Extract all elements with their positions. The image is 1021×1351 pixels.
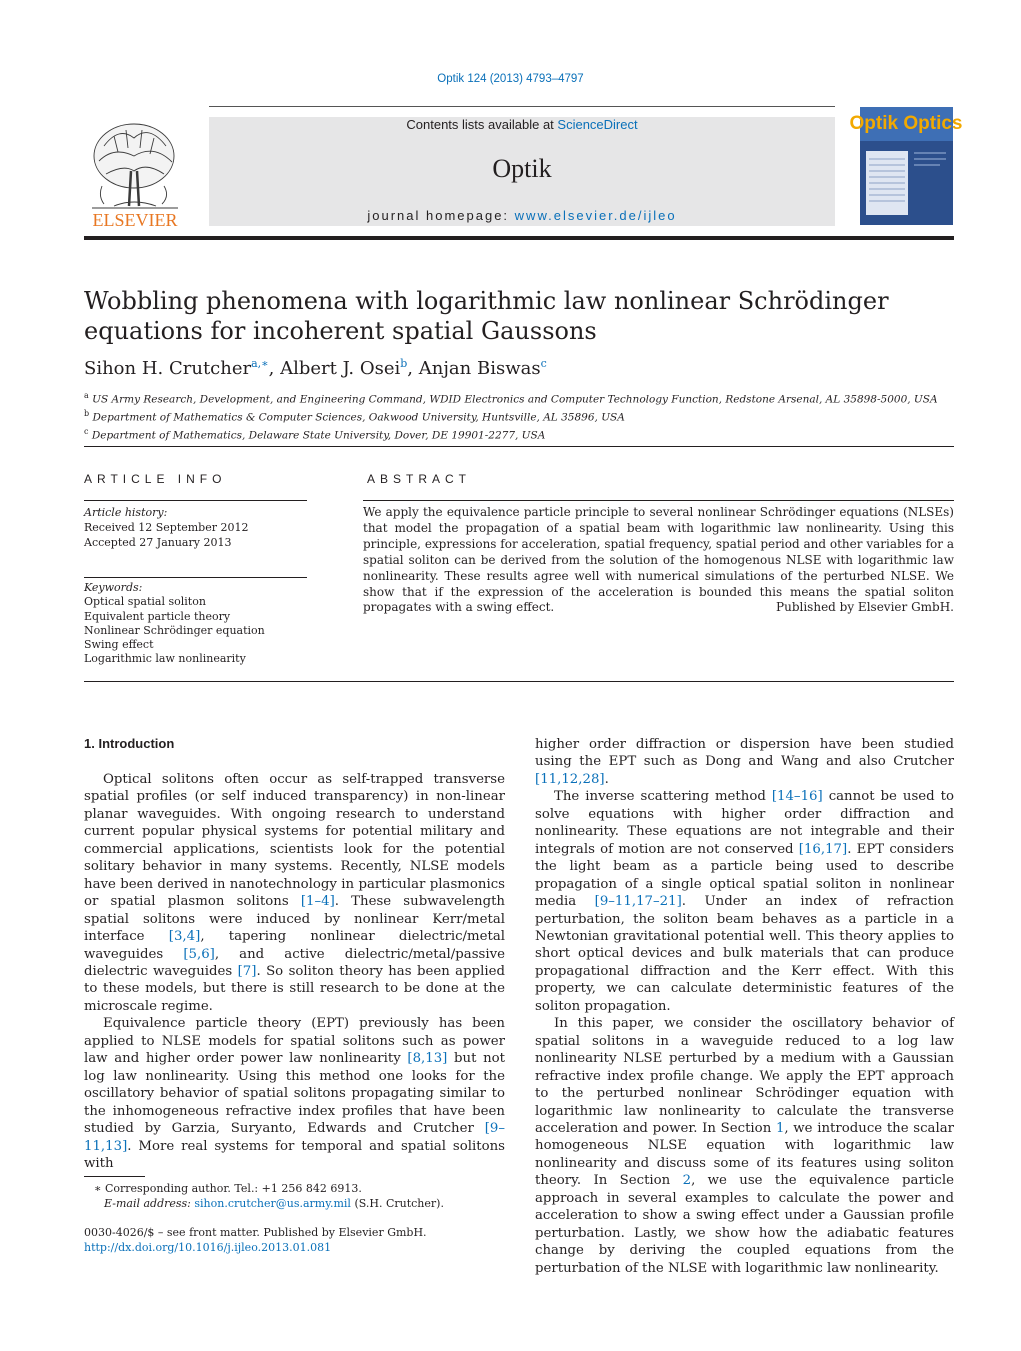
- author-affiliation-link[interactable]: c: [540, 357, 547, 370]
- journal-name: Optik: [492, 154, 552, 183]
- received-date: Received 12 September 2012: [84, 521, 249, 534]
- paragraph: The inverse scattering method [14–16] cannot be used to solve equations with higher order diffraction and nonlinearity. These equations are not integrable and their integrals of motion are not conserved [16,17]. EPT considers the light beam as a particle being used to describe propagation of a single optical spatial soliton in nonlinear media [9–11,17–21]. Under an index of refraction perturbation, the soliton beam behaves as a particle in a Newtonian gravitational potential well. This theory applies to short optical devices and bulk materials that can produce propagational diffraction and the Kerr effect. With this property, we can calculate deterministic features of the soliton propagation.: [535, 789, 954, 1014]
- paragraph: Optical solitons often occur as self-trapped transverse spatial profiles (or self induced transparency) in non-linear planar waveguides. With ongoing research to understand current popular physical systems for potential military and commercial applications, scientists look for the potential solitary behavior in many systems. Recently, NLSE models have been derived in nanotechnology in particular plasmonics or spatial plasmon solitons [1–4]. These subwavelength spatial solitons were induced by nonlinear Kerr/metal interface [3,4], tapering nonlinear dielectric/metal waveguides [5,6], and active dielectric/metal/passive dielectric waveguides [7]. So soliton theory has been applied to these models, but there is still research to be done at the microscale regime.: [84, 772, 506, 1014]
- divider: [363, 500, 954, 501]
- divider: [84, 500, 307, 501]
- email-line: E-mail address: sihon.crutcher@us.army.mil (S.H. Crutcher).: [104, 1197, 444, 1210]
- divider: [84, 577, 307, 578]
- footnote: [84, 1181, 505, 1211]
- reference-link[interactable]: [8,13]: [407, 1051, 448, 1067]
- journal-homepage-line: [209, 208, 835, 223]
- section-heading: 1. Introduction: [84, 736, 175, 751]
- elsevier-wordmark: ELSEVIER: [92, 210, 178, 230]
- journal-cover-icon: [849, 107, 963, 225]
- divider: [84, 446, 954, 447]
- contents-available-line: [209, 117, 835, 132]
- keywords-block: [84, 581, 307, 667]
- author-affiliation-link[interactable]: b: [400, 357, 408, 370]
- body-column-left: [84, 771, 505, 1172]
- front-matter: [84, 1225, 505, 1255]
- elsevier-tree-icon: [84, 116, 186, 229]
- keyword: Optical spatial soliton: [84, 595, 206, 609]
- reference-link[interactable]: [14–16]: [771, 789, 823, 805]
- cover-title: Optik Optics: [849, 113, 963, 134]
- reference-link[interactable]: [5,6]: [183, 946, 215, 962]
- doi-link[interactable]: http://dx.doi.org/10.1016/j.ijleo.2013.01.081: [84, 1241, 332, 1254]
- affiliation: $^c$ Department of Mathematics, Delaware State University, Dover, DE 19901-2277, USA: [84, 427, 546, 442]
- article-history: [84, 505, 307, 550]
- author-name: Sihon H. Crutcher: [84, 358, 252, 379]
- elsevier-logo[interactable]: [84, 116, 186, 229]
- author-list: Sihon H. Crutcher$^{a,∗}$, Albert J. Osei$^b$, Anjan Biswas$^c$: [84, 357, 547, 379]
- divider: [84, 681, 954, 682]
- section-link[interactable]: 1: [775, 1120, 785, 1136]
- header-thick-rule: [84, 236, 954, 240]
- keyword: Nonlinear Schrödinger equation: [84, 623, 265, 637]
- corresponding-author-note: ∗ Corresponding author. Tel.: +1 256 842 6913.: [94, 1182, 362, 1195]
- issn-line: 0030-4026/$ – see front matter. Published by Elsevier GmbH.: [84, 1226, 427, 1239]
- author-name: Anjan Biswas: [418, 358, 541, 379]
- paragraph: Equivalence particle theory (EPT) previously has been applied to NLSE models for spatial solitons such as power law and higher order power law nonlinearity [8,13] but not log law nonlinearity. Using this method one looks for the oscillatory behavior of spatial solitons propagating similar to the inhomogeneous refractive index profiles that have been studied by Garzia, Suryanto, Edwards and Crutcher [9–11,13]. More real systems for temporal and spatial solitons with: [84, 1016, 505, 1171]
- section-link[interactable]: 2: [682, 1173, 692, 1189]
- reference-link[interactable]: [1–4]: [300, 894, 335, 910]
- paragraph: In this paper, we consider the oscillatory behavior of spatial solitons in a waveguide reduced to a log law nonlinearity NLSE perturbed by a medium with a Gaussian refractive index profile change. We apply the EPT approach to the perturbed nonlinear Schrödinger equation with logarithmic law nonlinearity to calculate the transverse acceleration and power. In Section 1, we introduce the scalar homogeneous NLSE equation with logarithmic law nonlinearity and discuss some of its features using soliton theory. In Section 2, we use the equivalence particle approach in several examples to calculate the power and acceleration to show a swing effect under a Gaussian profile perturbation. Lastly, we show how the adiabatic features change by deriving the coupled equations from the perturbation of the NLSE with logarithmic law nonlinearity.: [535, 1016, 954, 1276]
- article-title: Wobbling phenomena with logarithmic law nonlinear Schrödinger equations for incoherent spatial Gaussons: [84, 287, 889, 345]
- journal-citation[interactable]: Optik 124 (2013) 4793–4797: [437, 73, 584, 85]
- keyword: Logarithmic law nonlinearity: [84, 652, 246, 666]
- abstract-text: We apply the equivalence particle principle to several nonlinear Schrödinger equations (NLSEs) that model the propagation of a spatial beam with logarithmic law nonlinearity. Using this principle, expressions for acceleration, spatial frequency, spatial period and other variables for a spatial soliton can be derived from the solution of the homogenous NLSE with logarithmic law nonlinearity. These results agree well with numerical simulations of the perturbed NLSE. We show that if the expression of the acceleration is bounded this means the spatial soliton propagates with a swing effect.: [363, 505, 954, 615]
- keywords-label: Keywords:: [84, 581, 143, 594]
- reference-link[interactable]: [3,4]: [168, 929, 201, 945]
- keyword: Swing effect: [84, 638, 154, 652]
- email-link[interactable]: sihon.crutcher@us.army.mil: [194, 1197, 351, 1210]
- reference-link[interactable]: [7]: [237, 963, 257, 979]
- history-label: Article history:: [84, 506, 168, 519]
- affiliation-list: [84, 389, 964, 443]
- affiliation: $^a$ US Army Research, Development, and Engineering Command, WDID Electronics and Computer Technology Function, Redstone Arsenal, AL 35898-5000, USA: [84, 391, 938, 406]
- reference-link[interactable]: [9–11,13]: [84, 1121, 505, 1154]
- body-column-right: [535, 736, 954, 1277]
- sciencedirect-link[interactable]: ScienceDirect: [557, 117, 638, 132]
- accepted-date: Accepted 27 January 2013: [84, 536, 232, 549]
- affiliation: $^b$ Department of Mathematics & Computer Sciences, Oakwood University, Huntsville, AL 35896, USA: [84, 409, 625, 424]
- author-name: Albert J. Osei: [280, 358, 401, 379]
- reference-link[interactable]: [9–11,17–21]: [594, 894, 682, 910]
- contents-prefix: Contents lists available at: [406, 117, 558, 132]
- published-by: Published by Elsevier GmbH.: [776, 600, 954, 614]
- homepage-prefix: journal homepage:: [367, 208, 515, 223]
- paragraph: higher order diffraction or dispersion have been studied using the EPT such as Dong and Wang and also Crutcher [11,12,28].: [535, 737, 954, 787]
- footnote-rule: [84, 1176, 145, 1177]
- keyword: Equivalent particle theory: [84, 609, 231, 623]
- header-divider: [209, 106, 835, 107]
- article-info-heading: ARTICLE INFO: [84, 472, 227, 486]
- reference-link[interactable]: [16,17]: [798, 841, 848, 857]
- reference-link[interactable]: [11,12,28]: [535, 771, 605, 787]
- author-affiliation-link[interactable]: a,∗: [251, 357, 269, 370]
- journal-cover-image[interactable]: [849, 107, 963, 225]
- journal-homepage-link[interactable]: www.elsevier.de/ijleo: [514, 208, 677, 223]
- abstract-heading: ABSTRACT: [367, 472, 472, 486]
